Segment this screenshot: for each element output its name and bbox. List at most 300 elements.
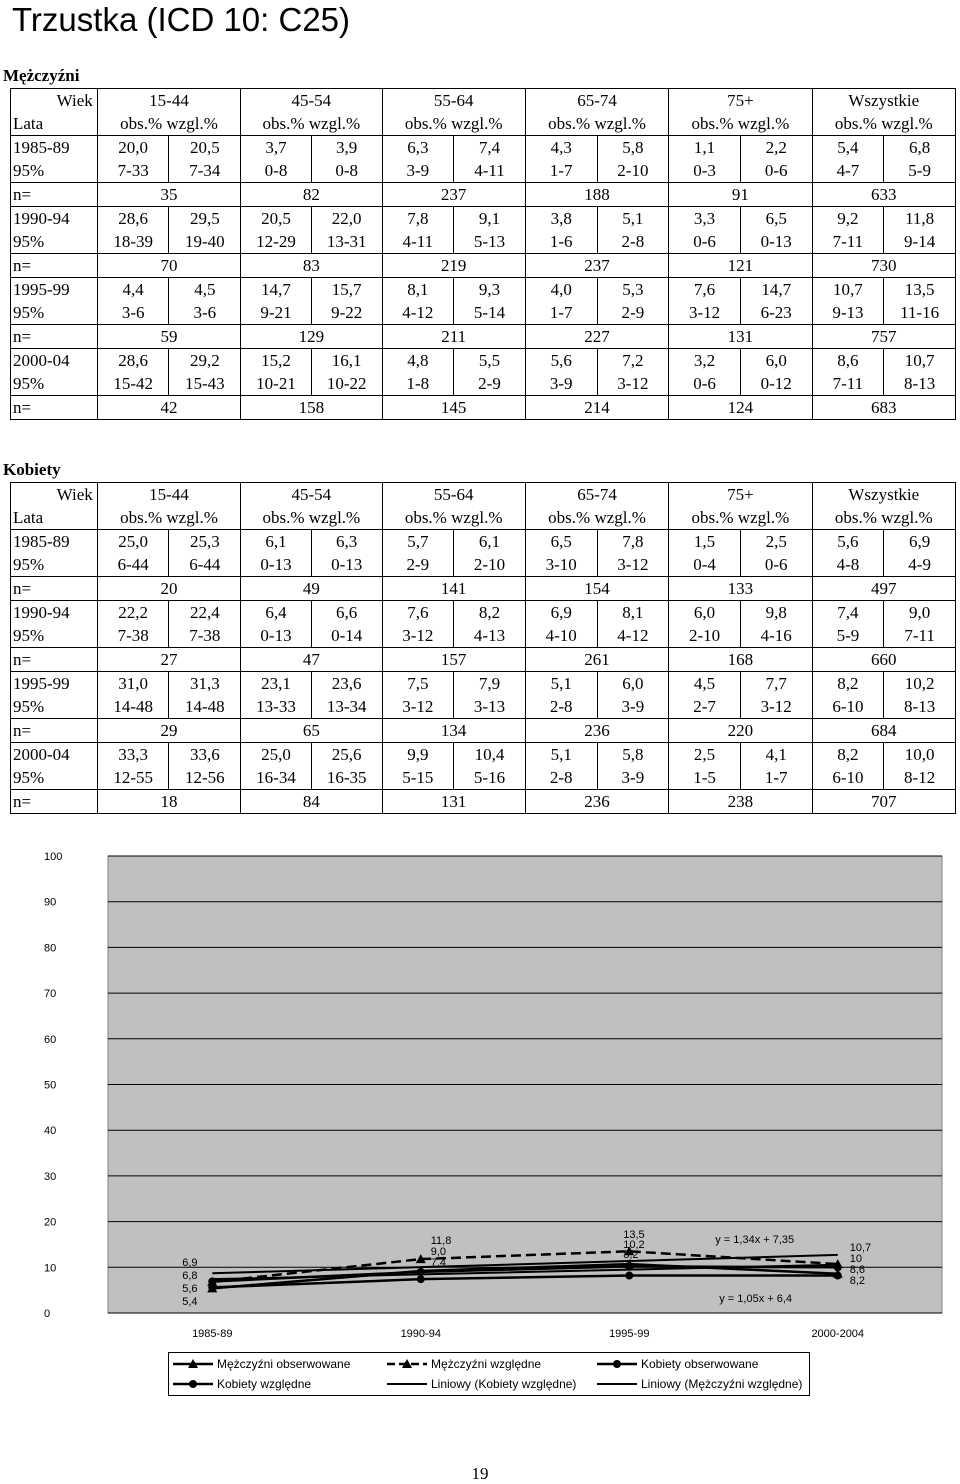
n-row xyxy=(11,254,956,278)
rate-value: 7,4 xyxy=(478,138,501,157)
data-label: 10,2 xyxy=(623,1239,645,1251)
value-cell xyxy=(740,136,812,183)
n-count: 91 xyxy=(669,183,812,207)
legend-symbol-line xyxy=(597,1378,637,1390)
value-cell xyxy=(311,743,382,790)
value-cell xyxy=(740,601,812,648)
n-row xyxy=(11,577,956,601)
age-group-label: Wszystkie xyxy=(848,485,920,504)
period-label xyxy=(11,349,98,396)
ci-range: 3-9 xyxy=(621,768,645,787)
data-label: 6,9 xyxy=(182,1257,198,1269)
ci-range: 2-9 xyxy=(478,374,501,393)
n-count: 134 xyxy=(382,719,525,743)
y-tick-label: 80 xyxy=(44,942,57,955)
rate-value: 28,6 xyxy=(118,209,149,228)
n-count: 227 xyxy=(525,325,668,349)
value-cell xyxy=(97,672,169,719)
n-label: n= xyxy=(11,719,98,743)
ci-range: 3-13 xyxy=(473,697,506,716)
rate-value: 6,8 xyxy=(909,138,931,157)
value-cell xyxy=(169,278,241,325)
rate-value: 7,8 xyxy=(407,209,429,228)
n-count: 131 xyxy=(669,325,812,349)
rate-value: 5,8 xyxy=(622,138,644,157)
rate-value: 15,7 xyxy=(331,280,362,299)
ci-range: 3-6 xyxy=(121,303,145,322)
obs-wzgl-label: obs.% wzgl.% xyxy=(834,114,933,133)
ci-range: 4-10 xyxy=(545,626,577,645)
data-label: 8,6 xyxy=(849,1264,866,1276)
n-label: n= xyxy=(11,648,98,672)
data-label: 11,8 xyxy=(430,1235,452,1247)
ci-range: 3-9 xyxy=(406,161,430,180)
rate-value: 5,1 xyxy=(550,674,572,693)
data-label: 8,2 xyxy=(623,1249,639,1261)
rate-value: 2,5 xyxy=(693,745,716,764)
wiek-label: Wiek xyxy=(56,91,93,110)
rate-value: 8,6 xyxy=(837,351,859,370)
obs-wzgl-label: obs.% wzgl.% xyxy=(120,508,218,527)
value-cell xyxy=(740,278,812,325)
value-cell xyxy=(525,672,597,719)
ci-range: 0-13 xyxy=(260,626,292,645)
ci-range: 7-34 xyxy=(189,161,221,180)
value-cell xyxy=(97,207,169,254)
value-cell xyxy=(597,601,669,648)
rate-value: 7,6 xyxy=(693,280,716,299)
n-count: 70 xyxy=(97,254,240,278)
ci-range: 3-12 xyxy=(402,697,434,716)
rate-value: 6,0 xyxy=(765,351,787,370)
period-row xyxy=(11,207,956,254)
rate-value: 20,5 xyxy=(189,138,220,157)
lata-label: Lata xyxy=(13,508,44,527)
n-count: 35 xyxy=(97,183,240,207)
rate-value: 22,0 xyxy=(331,209,362,228)
rate-value: 25,6 xyxy=(331,745,362,764)
legend-symbol-line-circle xyxy=(173,1378,213,1390)
value-cell xyxy=(97,349,169,396)
x-tick-label: 1995-99 xyxy=(609,1328,650,1340)
rate-value: 3,8 xyxy=(550,209,572,228)
n-count: 683 xyxy=(812,396,955,420)
value-cell xyxy=(241,530,312,577)
ci-range: 2-8 xyxy=(549,768,573,787)
n-row xyxy=(11,790,956,814)
ci-range: 0-13 xyxy=(760,232,792,251)
value-cell xyxy=(812,743,884,790)
value-cell xyxy=(812,530,884,577)
value-cell xyxy=(669,207,741,254)
header-age-group xyxy=(812,89,955,136)
period-label xyxy=(11,672,98,719)
obs-wzgl-label: obs.% wzgl.% xyxy=(404,508,503,527)
n-count: 684 xyxy=(812,719,955,743)
rate-value: 10,2 xyxy=(904,674,935,693)
rate-value: 11,8 xyxy=(905,209,935,228)
ci-range: 6-44 xyxy=(189,555,221,574)
rate-value: 6,3 xyxy=(407,138,429,157)
value-cell xyxy=(454,349,526,396)
rate-value: 33,6 xyxy=(189,745,220,764)
ci-range: 2-8 xyxy=(549,697,573,716)
header-row xyxy=(11,483,956,530)
ci-range: 0-13 xyxy=(331,555,363,574)
ci-range: 3-6 xyxy=(193,303,217,322)
men-survival-table xyxy=(10,88,956,420)
ci-range: 2-10 xyxy=(473,555,506,574)
trendline-equation: y = 1,05x + 6,4 xyxy=(719,1293,793,1305)
value-cell xyxy=(97,530,169,577)
rate-value: 8,1 xyxy=(622,603,644,622)
rate-value: 31,3 xyxy=(189,674,220,693)
value-cell xyxy=(241,349,312,396)
period-years: 1985-89 xyxy=(13,532,70,551)
page-number: 19 xyxy=(471,1464,489,1483)
n-count: 157 xyxy=(382,648,525,672)
rate-value: 3,9 xyxy=(336,138,358,157)
obs-wzgl-label: obs.% wzgl.% xyxy=(262,114,361,133)
value-cell xyxy=(669,743,741,790)
n-count: 27 xyxy=(97,648,240,672)
rate-value: 6,9 xyxy=(909,532,931,551)
rate-value: 16,1 xyxy=(331,351,362,370)
ci-range: 3-9 xyxy=(621,697,645,716)
obs-wzgl-label: obs.% wzgl.% xyxy=(120,114,218,133)
rate-value: 31,0 xyxy=(118,674,149,693)
data-label: 10 xyxy=(849,1253,862,1265)
ci-range: 1-7 xyxy=(549,303,573,322)
lata-label: Lata xyxy=(13,114,44,133)
ci-range: 6-44 xyxy=(117,555,149,574)
ci-range: 9-13 xyxy=(832,303,864,322)
n-label: n= xyxy=(11,577,98,601)
ci-range: 4-12 xyxy=(617,626,649,645)
value-cell xyxy=(669,530,741,577)
period-years: 1995-99 xyxy=(13,280,70,299)
obs-wzgl-label: obs.% wzgl.% xyxy=(691,508,790,527)
ci-range: 9-21 xyxy=(260,303,292,322)
rate-value: 9,3 xyxy=(478,280,501,299)
ci-range: 8-12 xyxy=(904,768,936,787)
n-count: 154 xyxy=(525,577,668,601)
ci-range: 2-9 xyxy=(621,303,645,322)
ci-range: 8-13 xyxy=(904,697,936,716)
ci-range: 12-56 xyxy=(184,768,225,787)
value-cell xyxy=(97,278,169,325)
wiek-label: Wiek xyxy=(56,485,93,504)
n-count: 730 xyxy=(812,254,955,278)
value-cell xyxy=(884,601,956,648)
rate-value: 5,3 xyxy=(622,280,644,299)
y-tick-label: 60 xyxy=(44,1033,57,1046)
n-count: 261 xyxy=(525,648,668,672)
rate-value: 7,9 xyxy=(478,674,501,693)
period-years: 1990-94 xyxy=(13,209,70,228)
n-count: 237 xyxy=(525,254,668,278)
rate-value: 7,2 xyxy=(622,351,644,370)
ci-range: 0-6 xyxy=(693,374,716,393)
age-group-label: 15-44 xyxy=(149,485,189,504)
obs-wzgl-label: obs.% wzgl.% xyxy=(404,114,503,133)
value-cell xyxy=(669,349,741,396)
ci-range: 2-8 xyxy=(621,232,645,251)
rate-value: 5,1 xyxy=(622,209,644,228)
value-cell xyxy=(525,530,597,577)
n-count: 145 xyxy=(382,396,525,420)
rate-value: 10,4 xyxy=(474,745,505,764)
men-section-label: Mężczyźni xyxy=(3,66,80,85)
value-cell xyxy=(669,601,741,648)
ci-range: 7-11 xyxy=(904,626,935,645)
header-age-group xyxy=(525,89,668,136)
rate-value: 13,5 xyxy=(904,280,935,299)
value-cell xyxy=(169,672,241,719)
n-count: 65 xyxy=(241,719,382,743)
rate-value: 2,5 xyxy=(765,532,787,551)
value-cell xyxy=(169,743,241,790)
value-cell xyxy=(454,207,526,254)
rate-value: 22,4 xyxy=(189,603,220,622)
n-count: 238 xyxy=(669,790,812,814)
ci-range: 13-34 xyxy=(326,697,367,716)
rate-value: 5,6 xyxy=(837,532,859,551)
value-cell xyxy=(454,601,526,648)
rate-value: 6,4 xyxy=(265,603,287,622)
chart-legend xyxy=(168,1352,810,1396)
value-cell xyxy=(525,136,597,183)
rate-value: 14,7 xyxy=(261,280,291,299)
y-tick-label: 50 xyxy=(44,1079,57,1092)
value-cell xyxy=(97,743,169,790)
value-cell xyxy=(812,672,884,719)
value-cell xyxy=(169,207,241,254)
page-title: Trzustka (ICD 10: C25) xyxy=(12,1,351,38)
y-tick-label: 10 xyxy=(44,1262,57,1275)
rate-value: 4,3 xyxy=(550,138,572,157)
trendline-equation: y = 1,34x + 7,35 xyxy=(715,1234,795,1246)
n-count: 129 xyxy=(241,325,382,349)
rate-value: 6,1 xyxy=(265,532,287,551)
value-cell xyxy=(669,672,741,719)
rate-value: 14,7 xyxy=(761,280,792,299)
ci-range: 5-9 xyxy=(836,626,860,645)
data-label: 13,5 xyxy=(623,1229,645,1241)
rate-value: 6,6 xyxy=(336,603,358,622)
header-wiek-lata xyxy=(11,89,98,136)
n-count: 131 xyxy=(382,790,525,814)
value-cell xyxy=(812,601,884,648)
rate-value: 20,0 xyxy=(118,138,149,157)
rate-value: 23,1 xyxy=(261,674,291,693)
rate-value: 5,8 xyxy=(622,745,644,764)
value-cell xyxy=(169,601,241,648)
value-cell xyxy=(382,672,454,719)
data-label: 5,4 xyxy=(182,1296,198,1308)
rate-value: 3,3 xyxy=(693,209,716,228)
ci-range: 7-38 xyxy=(117,626,149,645)
legend-label: Kobiety względne xyxy=(217,1377,312,1391)
ci-range: 1-7 xyxy=(764,768,788,787)
age-group-label: 45-54 xyxy=(291,91,332,110)
rate-value: 6,1 xyxy=(478,532,501,551)
rate-value: 7,5 xyxy=(407,674,429,693)
header-age-group xyxy=(669,89,812,136)
value-cell xyxy=(597,672,669,719)
header-age-group xyxy=(97,89,240,136)
women-survival-table xyxy=(10,482,956,814)
ci-range: 1-8 xyxy=(406,374,430,393)
ci-range: 7-11 xyxy=(832,232,864,251)
value-cell xyxy=(812,136,884,183)
rate-value: 8,2 xyxy=(478,603,501,622)
ci-label: 95% xyxy=(13,161,45,180)
ci-range: 0-6 xyxy=(764,161,788,180)
value-cell xyxy=(241,672,312,719)
rate-value: 15,2 xyxy=(261,351,291,370)
data-label: 8,2 xyxy=(849,1275,866,1287)
rate-value: 4,5 xyxy=(194,280,216,299)
n-count: 83 xyxy=(241,254,382,278)
value-cell xyxy=(812,278,884,325)
n-count: 211 xyxy=(382,325,525,349)
rate-value: 7,4 xyxy=(837,603,859,622)
period-label xyxy=(11,136,98,183)
n-label: n= xyxy=(11,325,98,349)
x-tick-label: 1985-89 xyxy=(192,1328,233,1340)
rate-value: 5,7 xyxy=(407,532,429,551)
n-row xyxy=(11,183,956,207)
data-label: 6,8 xyxy=(182,1270,198,1282)
value-cell xyxy=(311,530,382,577)
rate-value: 9,2 xyxy=(837,209,859,228)
legend-label: Mężczyźni względne xyxy=(431,1357,542,1371)
ci-label: 95% xyxy=(13,232,45,251)
ci-range: 7-38 xyxy=(189,626,221,645)
n-count: 141 xyxy=(382,577,525,601)
obs-wzgl-label: obs.% wzgl.% xyxy=(691,114,790,133)
value-cell xyxy=(525,207,597,254)
x-tick-label: 2000-2004 xyxy=(811,1328,865,1340)
value-cell xyxy=(241,278,312,325)
n-count: 757 xyxy=(812,325,955,349)
age-group-label: 75+ xyxy=(727,485,754,504)
rate-value: 4,5 xyxy=(693,674,716,693)
ci-range: 0-6 xyxy=(764,555,788,574)
data-label: 9,0 xyxy=(430,1246,447,1258)
ci-range: 4-9 xyxy=(908,555,931,574)
n-label: n= xyxy=(11,396,98,420)
value-cell xyxy=(740,207,812,254)
header-age-group xyxy=(669,483,812,530)
ci-range: 0-13 xyxy=(260,555,292,574)
header-age-group xyxy=(382,89,525,136)
ci-label: 95% xyxy=(13,768,45,787)
ci-range: 4-12 xyxy=(402,303,434,322)
n-count: 707 xyxy=(812,790,955,814)
period-years: 1985-89 xyxy=(13,138,70,157)
value-cell xyxy=(884,207,956,254)
n-label: n= xyxy=(11,254,98,278)
n-row xyxy=(11,719,956,743)
rate-value: 3,7 xyxy=(265,138,287,157)
ci-range: 9-22 xyxy=(331,303,363,322)
value-cell xyxy=(382,278,454,325)
rate-value: 9,0 xyxy=(909,603,931,622)
legend-label: Mężczyźni obserwowane xyxy=(217,1357,351,1371)
rate-value: 6,5 xyxy=(550,532,572,551)
rate-value: 5,6 xyxy=(550,351,572,370)
y-tick-label: 100 xyxy=(44,851,63,863)
rate-value: 4,1 xyxy=(765,745,787,764)
data-point-circle xyxy=(625,1272,633,1280)
ci-range: 0-12 xyxy=(760,374,792,393)
ci-range: 15-42 xyxy=(113,374,153,393)
value-cell xyxy=(669,278,741,325)
rate-value: 7,6 xyxy=(407,603,429,622)
rate-value: 29,5 xyxy=(189,209,220,228)
value-cell xyxy=(311,207,382,254)
rate-value: 2,2 xyxy=(765,138,787,157)
value-cell xyxy=(525,278,597,325)
rate-value: 6,0 xyxy=(622,674,644,693)
rate-value: 20,5 xyxy=(261,209,291,228)
ci-range: 13-31 xyxy=(326,232,367,251)
ci-range: 0-6 xyxy=(693,232,716,251)
ci-range: 4-13 xyxy=(473,626,506,645)
n-count: 633 xyxy=(812,183,955,207)
ci-range: 14-48 xyxy=(184,697,225,716)
women-section-label: Kobiety xyxy=(3,460,61,479)
ci-range: 10-21 xyxy=(256,374,296,393)
rate-value: 8,2 xyxy=(837,674,859,693)
rate-value: 29,2 xyxy=(189,351,220,370)
data-label: 7,4 xyxy=(430,1257,447,1269)
rate-value: 9,9 xyxy=(407,745,429,764)
value-cell xyxy=(884,530,956,577)
age-group-label: Wszystkie xyxy=(848,91,920,110)
header-age-group xyxy=(382,483,525,530)
y-tick-label: 30 xyxy=(44,1170,57,1183)
period-years: 2000-04 xyxy=(13,745,70,764)
ci-label: 95% xyxy=(13,303,45,322)
n-count: 18 xyxy=(97,790,240,814)
header-age-group xyxy=(812,483,955,530)
value-cell xyxy=(597,136,669,183)
y-tick-label: 70 xyxy=(44,988,57,1001)
rate-value: 4,8 xyxy=(407,351,429,370)
n-count: 84 xyxy=(241,790,382,814)
n-count: 59 xyxy=(97,325,240,349)
value-cell xyxy=(740,743,812,790)
ci-range: 6-10 xyxy=(832,697,864,716)
ci-range: 4-8 xyxy=(836,555,860,574)
period-row xyxy=(11,349,956,396)
ci-range: 0-3 xyxy=(693,161,716,180)
legend-symbol-line xyxy=(387,1378,427,1390)
n-count: 124 xyxy=(669,396,812,420)
survival-trend-chart xyxy=(28,846,956,1351)
n-count: 168 xyxy=(669,648,812,672)
n-count: 188 xyxy=(525,183,668,207)
age-group-label: 65-74 xyxy=(577,91,617,110)
rate-value: 7,8 xyxy=(622,532,644,551)
n-count: 236 xyxy=(525,719,668,743)
period-row xyxy=(11,530,956,577)
rate-value: 3,2 xyxy=(693,351,716,370)
y-tick-label: 90 xyxy=(44,896,57,909)
